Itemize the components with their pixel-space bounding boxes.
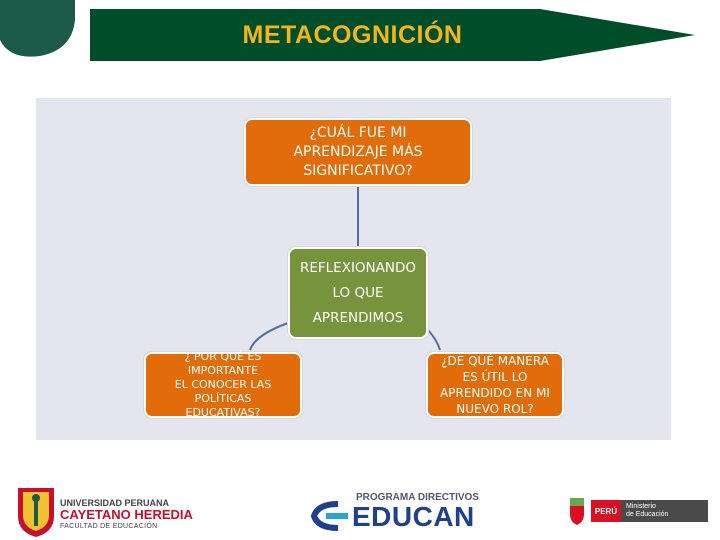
node-why-policies-important <box>144 352 302 418</box>
node-text-line: ¿ POR QUÉ ES IMPORTANTE <box>184 350 262 377</box>
upch-line: FACULTAD DE EDUCACIÓN <box>60 523 158 530</box>
node-text-line: LO QUE <box>332 284 384 301</box>
node-text-line: ¿CUÁL FUE MI <box>309 124 407 141</box>
node-text-line: ¿DE QUÉ MANERA <box>441 354 549 368</box>
node-how-useful-new-role <box>426 352 564 418</box>
peru-label: PERÚ <box>591 500 621 522</box>
upch-wordmark <box>60 498 193 531</box>
node-text-line: APRENDIMOS <box>312 310 404 327</box>
node-text-line: APRENDIDO EN MI <box>440 386 550 400</box>
node-reflecting <box>288 247 428 339</box>
node-text-line: APRENDIZAJE MÁS <box>293 143 423 160</box>
node-text-line: NUEVO ROL? <box>456 402 534 416</box>
upch-line: UNIVERSIDAD PERUANA <box>60 498 170 508</box>
page-title: METACOGNICIÓN <box>242 20 463 49</box>
node-text-line: REFLEXIONANDO <box>299 259 417 276</box>
upch-line: CAYETANO HEREDIA <box>60 507 193 522</box>
educan-wordmark: EDUCAN <box>352 501 475 532</box>
ministry-label <box>621 500 708 522</box>
node-most-significant-learning <box>244 118 472 186</box>
educan-program-label: PROGRAMA DIRECTIVOS <box>356 492 479 503</box>
node-text-line: EDUCATIVAS? <box>185 406 261 419</box>
ministry-line: de Educación <box>626 511 669 518</box>
corner-decoration <box>0 0 75 58</box>
node-text-line: EL CONOCER LAS POLÍTICAS <box>174 378 272 405</box>
node-text-line: SIGNIFICATIVO? <box>303 162 413 179</box>
node-text-line: ES ÚTIL LO <box>462 370 528 384</box>
ministry-line: Ministerio <box>626 503 656 510</box>
